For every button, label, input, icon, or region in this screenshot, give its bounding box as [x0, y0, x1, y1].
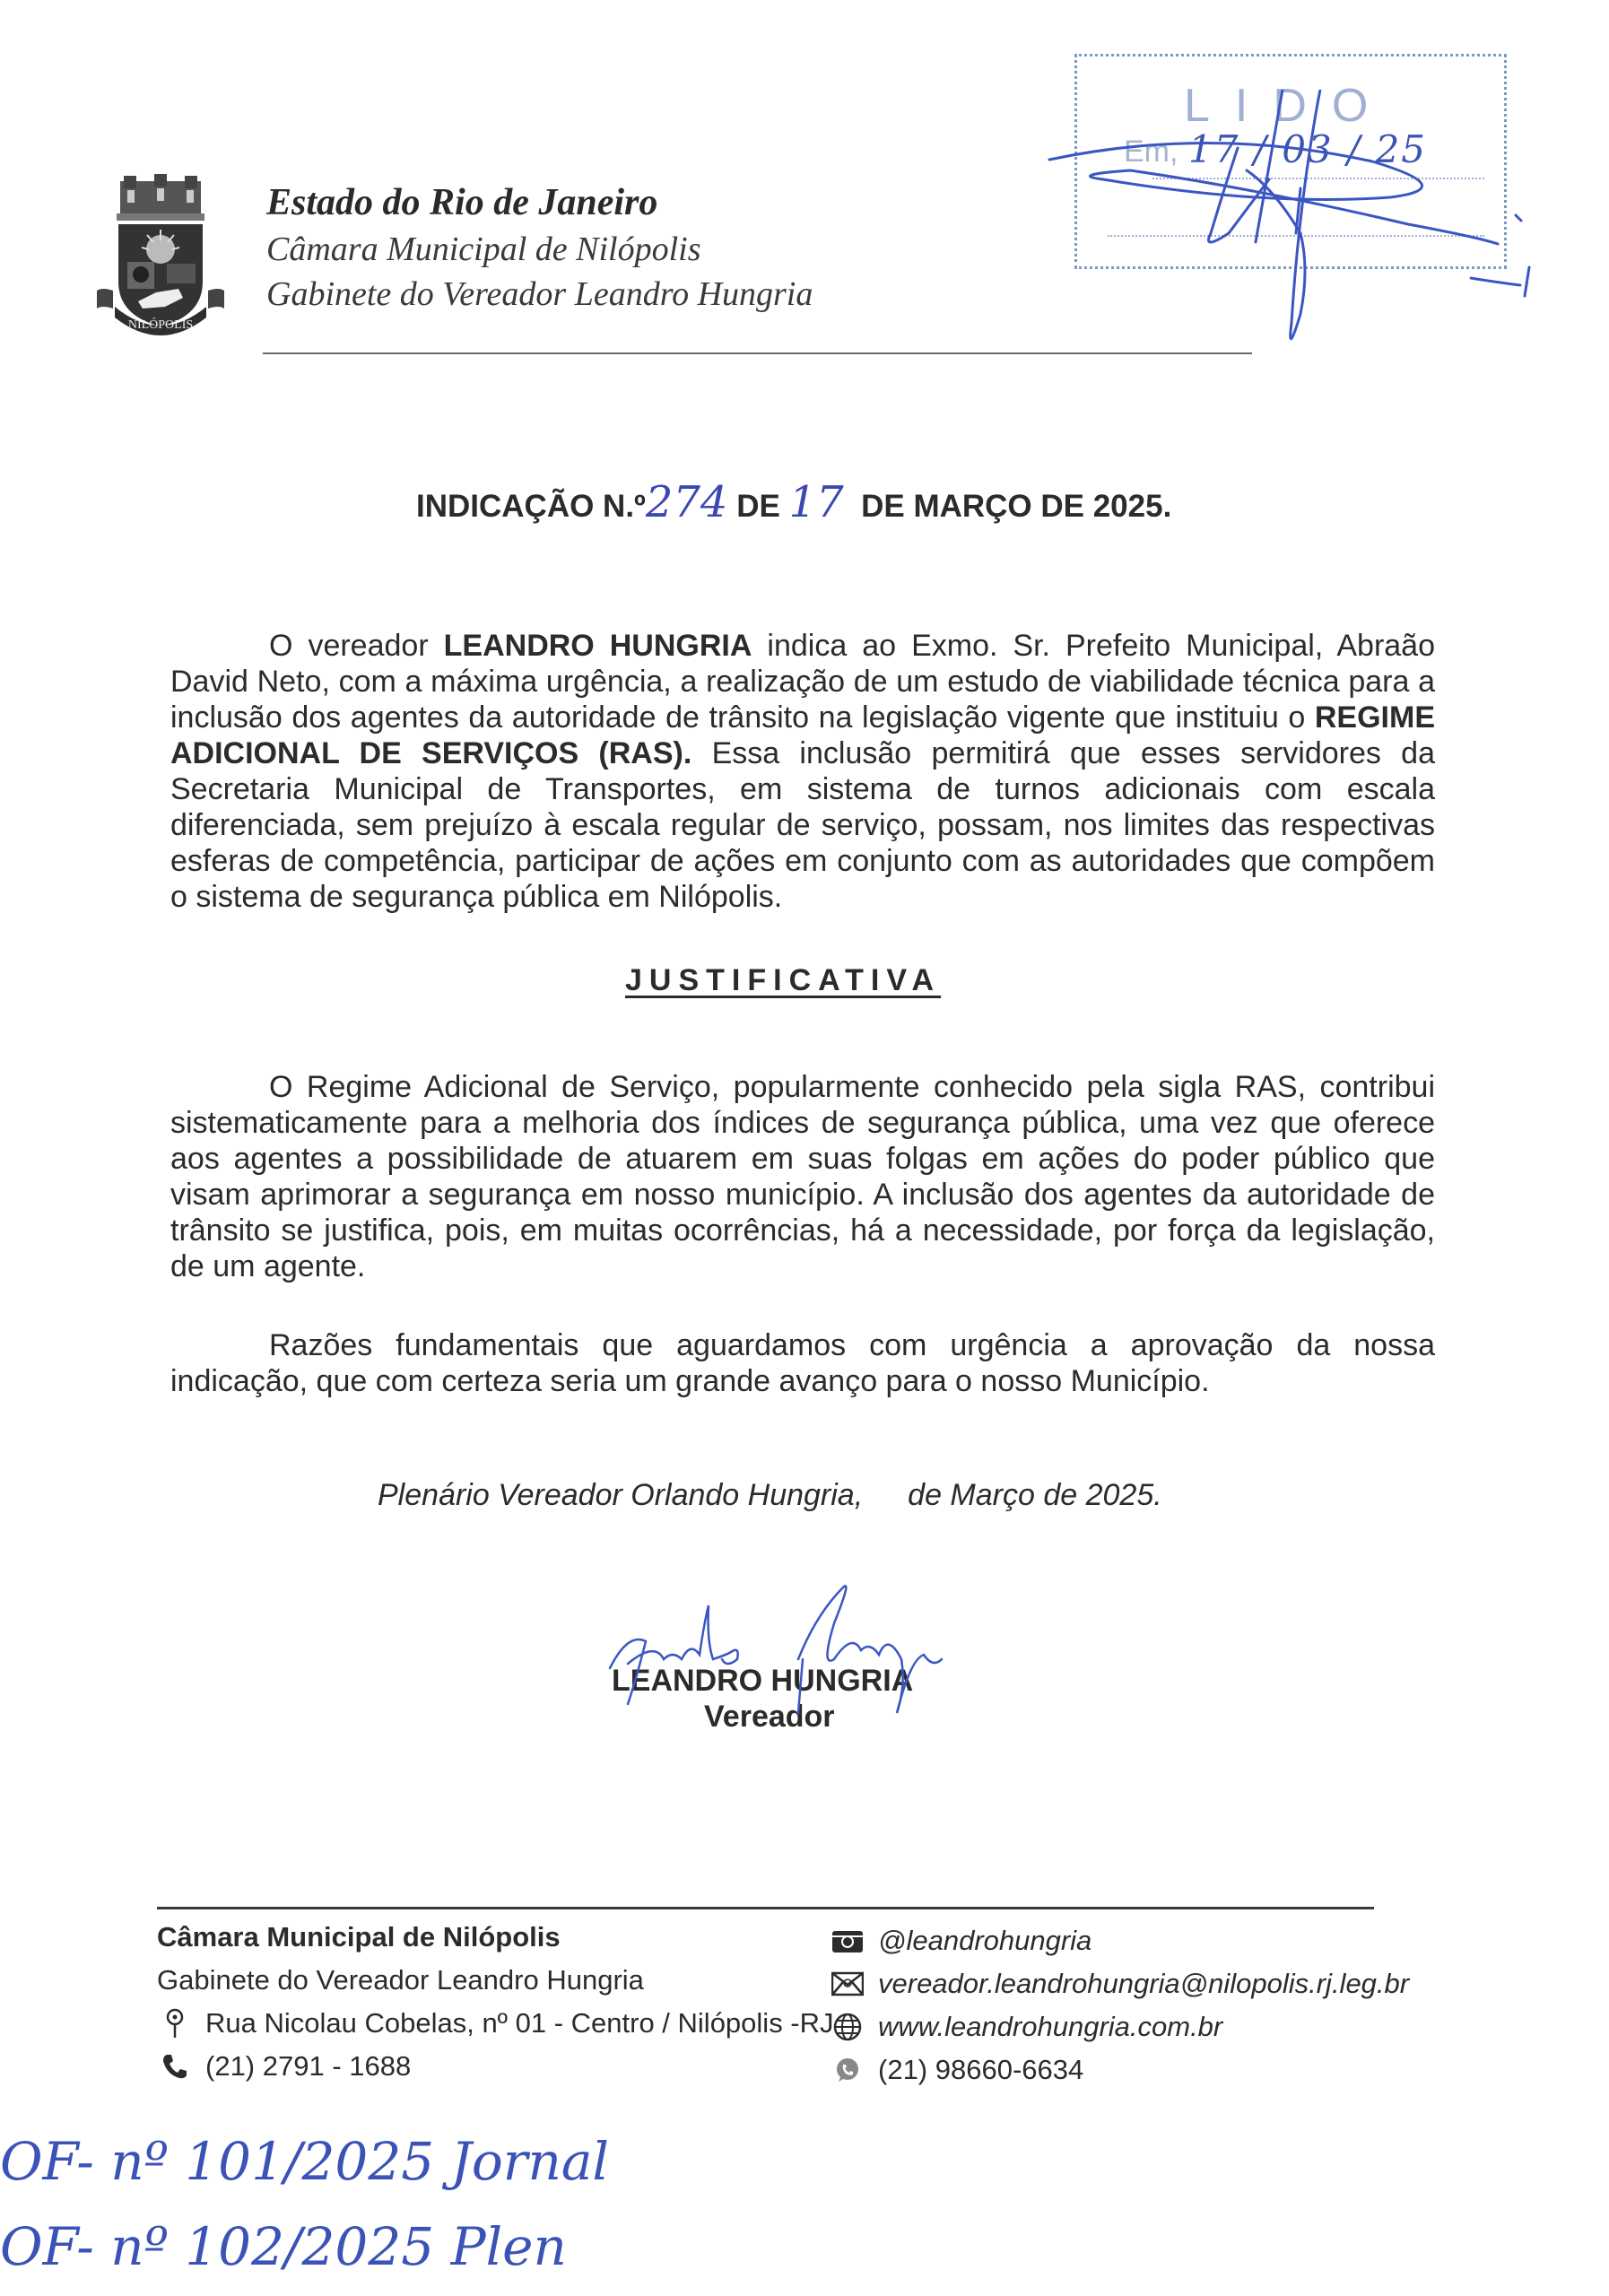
stamp-label: LIDO: [1184, 80, 1394, 132]
crest-label: NILÓPOLIS: [127, 318, 194, 332]
footer-contact-right: [830, 1919, 1409, 2092]
phone-icon: [157, 2051, 193, 2082]
handwritten-signature: [592, 1570, 1005, 1740]
location-pin-icon: [157, 2008, 193, 2039]
footer-address: [157, 2002, 834, 2045]
plenario-name: Plenário Vereador Orlando Hungria,: [378, 1478, 864, 1512]
whatsapp-number[interactable]: (21) 98660-6634: [878, 2054, 1084, 2085]
signatory-name: LEANDRO HUNGRIA: [612, 1664, 914, 1698]
footer-whatsapp: [830, 2048, 1409, 2092]
justification-heading: JUSTIFICATIVA: [625, 963, 942, 997]
municipal-crest-icon: [93, 174, 228, 335]
footer-email: [830, 1962, 1409, 2005]
title-prefix: INDICAÇÃO N.º: [416, 489, 646, 524]
footer-instagram: [830, 1919, 1409, 1962]
footer-chamber: [157, 1916, 834, 1959]
instagram-handle-link[interactable]: @leandrohungria: [878, 1925, 1092, 1956]
footer-address-text: Rua Nicolau Cobelas, nº 01 - Centro / Nilópolis -RJ: [205, 2007, 834, 2039]
justification-paragraph: [170, 1069, 1435, 1284]
letterhead-chamber: Câmara Municipal de Nilópolis: [266, 230, 701, 268]
email-link[interactable]: vereador.leandrohungria@nilopolis.rj.leg.br: [878, 1968, 1410, 1999]
plenario-date: de Março de 2025.: [908, 1478, 1162, 1512]
p1-text-b: indica ao Exmo. Sr. Prefeito Municipal, Abraão David Neto, com a máxima urgência, a realização de um estudo de viabilidade técnica para a inclusão dos agentes da autoridade de trânsito na legislação vigente que instituiu o: [170, 629, 1435, 735]
footer-office: [157, 1959, 834, 2002]
handwritten-number: 274: [645, 477, 728, 527]
letterhead-state: Estado do Rio de Janeiro: [266, 182, 658, 223]
globe-icon: [830, 2012, 865, 2042]
instagram-icon: [830, 1926, 865, 1956]
ras-name: REGIME ADICIONAL DE SERVIÇOS (RAS).: [170, 700, 1435, 770]
title-de: DE: [736, 489, 780, 524]
document-title: [416, 477, 1171, 527]
signatory-role: Vereador: [704, 1700, 835, 1734]
handwritten-note-2: OF- nº 102/2025 Plen: [0, 2216, 567, 2277]
stamp-signature-scribble: [1031, 90, 1534, 377]
footer-website: [830, 2005, 1409, 2048]
closing-paragraph: [170, 1327, 1435, 1399]
place-date-line: [378, 1478, 1162, 1513]
handwritten-note-1: OF- nº 101/2025 Jornal: [0, 2131, 609, 2192]
footer-office-text: Gabinete do Vereador Leandro Hungria: [157, 1964, 644, 1996]
footer-chamber-text: Câmara Municipal de Nilópolis: [157, 1921, 561, 1952]
p2-text: O Regime Adicional de Serviço, popularmente conhecido pela sigla RAS, contribui sistematicamente para a melhoria dos índices de segurança pública, uma vez que oferece aos agentes a possibilidade de atuarem em suas folgas em ações do poder público que visam aprimorar a segurança em nosso município. A inclusão dos agentes da autoridade de trânsito se justifica, pois, em muitas ocorrências, há a necessidade, por força da legislação, de um agente.: [170, 1070, 1435, 1283]
p1-text-a: O vereador: [269, 629, 444, 663]
stamp-em-prefix: Em,: [1124, 135, 1178, 169]
p1-text-c: Essa inclusão permitirá que esses servidores da Secretaria Municipal de Transportes, em sistema de turnos adicionais com escala diferenciada, sem prejuízo à escala regular de serviço, possam, nos limites das respectivas esferas de competência, participar de ações em conjunto com as autoridades que compõem o sistema de segurança pública em Nilópolis.: [170, 736, 1435, 914]
p3-text: Razões fundamentais que aguardamos com urgência a aprovação da nossa indicação, que com certeza seria um grande avanço para o nosso Município.: [170, 1328, 1435, 1398]
handwritten-office-notes: [0, 2108, 637, 2287]
whatsapp-icon: [830, 2055, 865, 2085]
footer-phone-text: (21) 2791 - 1688: [205, 2050, 412, 2082]
indication-paragraph: [170, 628, 1435, 915]
letterhead-office: Gabinete do Vereador Leandro Hungria: [266, 275, 813, 313]
title-suffix: DE MARÇO DE 2025.: [861, 489, 1172, 524]
website-link[interactable]: www.leandrohungria.com.br: [878, 2011, 1223, 2042]
handwritten-day: 17: [788, 477, 844, 527]
councilor-name: LEANDRO HUNGRIA: [443, 629, 752, 663]
footer-phone: [157, 2045, 834, 2088]
email-icon: [830, 1969, 865, 1999]
footer-contact-left: [157, 1916, 834, 2088]
stamp-date-handwritten: 17 / 03 / 25: [1188, 127, 1428, 171]
footer-divider: [157, 1907, 1374, 1909]
